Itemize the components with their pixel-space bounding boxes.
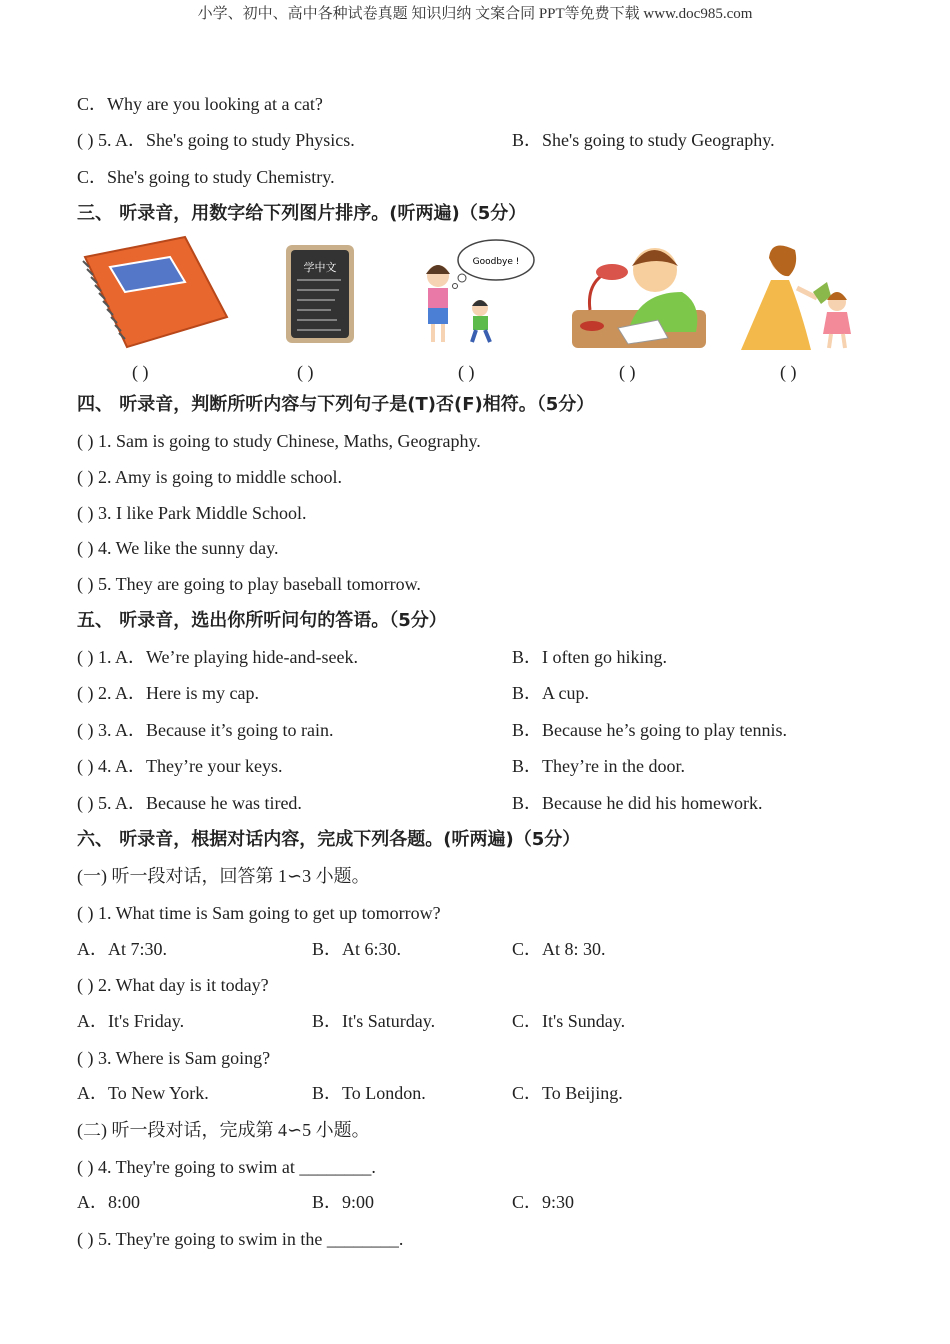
question-option: A．At 7:30. — [77, 939, 167, 959]
question-option: B．To London. — [312, 1083, 426, 1103]
question-option: C．To Beijing. — [512, 1083, 623, 1103]
blackboard-icon — [285, 244, 355, 344]
section-title: 四、 听录音，判断所听内容与下列句子是(T)否(F)相符。（5分） — [77, 394, 595, 415]
question-item: ( ) 2. What day is it today? — [77, 975, 269, 995]
answer-blank[interactable]: ( ) — [458, 362, 475, 382]
question-option: B．They’re in the door. — [512, 756, 685, 776]
question-option: B．It's Saturday. — [312, 1011, 436, 1031]
board-text: 学中文 — [303, 261, 337, 274]
question-option: B．I often go hiking. — [512, 647, 667, 667]
sub-part-title: (一) 听一段对话，回答第 1∽3 小题。 — [77, 866, 370, 886]
question-option: B．Because he did his homework. — [512, 793, 763, 813]
mother-child-icon — [735, 240, 865, 352]
question-option: C．9:30 — [512, 1192, 575, 1212]
question-option: A．It's Friday. — [77, 1011, 185, 1031]
question-option: C．She's going to study Chemistry. — [77, 167, 335, 187]
question-item: ( ) 5. A．Because he was tired. — [77, 793, 302, 813]
question-item: ( ) 3. A．Because it’s going to rain. — [77, 720, 334, 740]
question-option: B．At 6:30. — [312, 939, 402, 959]
question-option: A．8:00 — [77, 1192, 140, 1212]
question-item: ( ) 4. A．They’re your keys. — [77, 756, 283, 776]
question-item: ( ) 1. A．We’re playing hide-and-seek. — [77, 647, 358, 667]
answer-blank[interactable]: ( ) — [297, 362, 314, 382]
section-title: 六、 听录音，根据对话内容，完成下列各题。(听两遍)（5分） — [77, 829, 581, 850]
answer-blank[interactable]: ( ) — [619, 362, 636, 382]
question-option: C．At 8: 30. — [512, 939, 606, 959]
boy-writing-icon — [570, 240, 710, 352]
question-item: ( ) 2. A．Here is my cap. — [77, 683, 259, 703]
question-item: ( ) 2. Amy is going to middle school. — [77, 467, 342, 487]
question-option: A．To New York. — [77, 1083, 209, 1103]
question-option: B．She's going to study Geography. — [512, 130, 775, 150]
question-option: B．A cup. — [512, 683, 590, 703]
answer-blank[interactable]: ( ) — [780, 362, 797, 382]
question-item: ( ) 5. They're going to swim in the ________. — [77, 1229, 404, 1249]
goodbye-scene-icon — [418, 234, 538, 352]
section-title: 三、 听录音，用数字给下列图片排序。(听两遍)（5分） — [77, 203, 527, 224]
question-item: ( ) 5. A．She's going to study Physics. — [77, 130, 355, 150]
answer-blank[interactable]: ( ) — [132, 362, 149, 382]
question-option: C．It's Sunday. — [512, 1011, 626, 1031]
question-item: ( ) 3. Where is Sam going? — [77, 1048, 271, 1068]
section-title: 五、 听录音，选出你所听问句的答语。（5分） — [77, 610, 447, 631]
question-option: B．9:00 — [312, 1192, 375, 1212]
notebook-icon — [75, 235, 233, 353]
question-item: ( ) 3. I like Park Middle School. — [77, 503, 307, 523]
question-item: ( ) 4. We like the sunny day. — [77, 538, 279, 558]
sub-part-title: (二) 听一段对话，完成第 4∽5 小题。 — [77, 1120, 370, 1140]
page-header: 小学、初中、高中各种试卷真题 知识归纳 文案合同 PPT等免费下载 www.doc985.com — [197, 6, 753, 22]
question-item: ( ) 1. Sam is going to study Chinese, Maths, Geography. — [77, 431, 481, 451]
question-option: B．Because he’s going to play tennis. — [512, 720, 787, 740]
question-option: C．Why are you looking at a cat? — [77, 94, 323, 114]
speech-bubble-text: Goodbye ! — [472, 257, 520, 267]
question-item: ( ) 4. They're going to swim at ________. — [77, 1157, 376, 1177]
question-item: ( ) 5. They are going to play baseball tomorrow. — [77, 574, 421, 594]
question-item: ( ) 1. What time is Sam going to get up tomorrow? — [77, 903, 441, 923]
